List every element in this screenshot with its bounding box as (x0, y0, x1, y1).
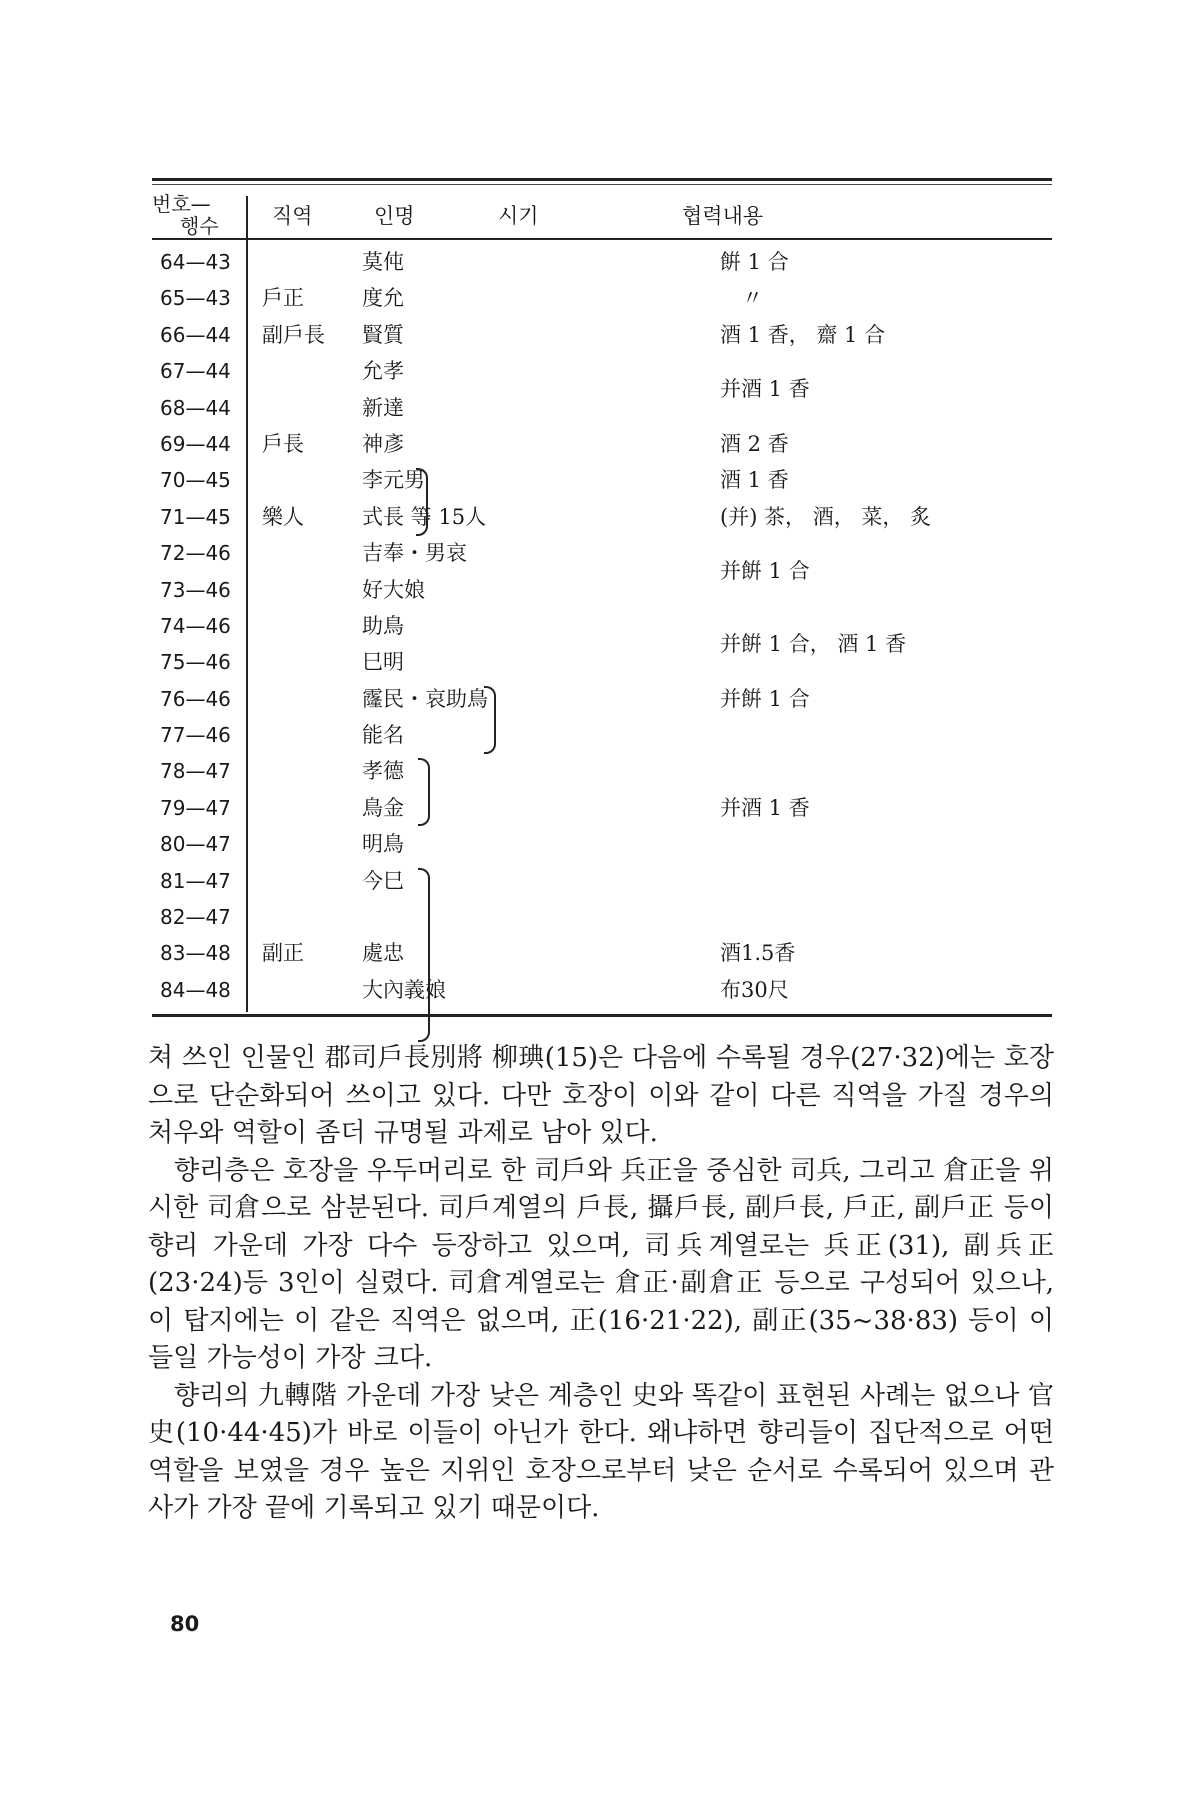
row-number: 79—47 (160, 795, 231, 820)
row-position: 副正 (262, 941, 304, 966)
table-top-rule-thin (152, 184, 1052, 185)
page-number: 80 (170, 1612, 200, 1636)
table-row (152, 426, 1052, 462)
row-name: 鳥金 (362, 795, 404, 820)
header-line-count: 행수 (180, 214, 219, 238)
paragraph-2: 향리층은 호장을 우두머리로 한 司戶와 兵正을 중심한 司兵, 그리고 倉正을 위시한 司倉으로 삼분된다. 司戶계열의 戶長, 攝戶長, 副戶長, 戶正, 副戶正 등이 향리 가운데 가장 다수 등장하고 있으며, 司兵계열로는 兵正(31), 副兵正(23·24)등 3인이 실렸다. 司倉계열로는 倉正·副倉正 등으로 구성되어 있으나, 이 탑지에는 이 같은 직역은 없으며, 正(16·21·22), 副正(35~38·83) 등이 이들일 가능성이 가장 크다. (148, 1155, 1054, 1373)
row-contribution: 酒 1 香， 齋 1 合 (720, 322, 886, 347)
row-position: 樂人 (262, 504, 304, 529)
body-text (148, 1040, 1054, 1528)
row-name: 孝德 (362, 759, 404, 784)
row-contribution: 餠 1 合 (720, 250, 789, 274)
row-name: 李元男 (362, 468, 425, 493)
table-row (152, 317, 1052, 353)
row-name: 式長 等 15人 (362, 504, 487, 529)
row-name: 明鳥 (362, 832, 404, 857)
table-row (152, 608, 1052, 656)
row-number: 81—47 (160, 868, 231, 893)
table-row (152, 826, 1052, 862)
brace-74-75 (418, 758, 430, 826)
row-contribution: 布30尺 (720, 977, 789, 1002)
table-top-rule (152, 178, 1052, 181)
group-contribution: 并酒 1 香 (720, 377, 810, 402)
paragraph-3: 향리의 九轉階 가운데 가장 낮은 계층인 史와 똑같이 표현된 사례는 없으나 官史(10·44·45)가 바로 이들이 아닌가 한다. 왜냐하면 향리들이 집단적으로 어떤 역할을 보였을 경우 높은 지위인 호장으로부터 낮은 순서로 수록되어 있으며 관사가 가장 끝에 기록되고 있기 때문이다. (148, 1380, 1054, 1523)
row-contribution: 并餠 1 合 (720, 686, 810, 711)
table-row (152, 499, 1052, 535)
row-number: 84—48 (160, 977, 231, 1002)
header-contribution: 협력내용 (682, 204, 764, 228)
row-name: 新達 (362, 395, 404, 420)
header-number: 번호— (152, 192, 211, 216)
row-position: 副戶長 (262, 322, 325, 347)
table-row (152, 863, 1052, 899)
group-contribution: 并餠 1 合 (720, 559, 810, 584)
row-position: 戶長 (262, 431, 304, 456)
row-number: 73—46 (160, 577, 231, 602)
row-name: 處忠 (362, 941, 404, 966)
table-header-rule (152, 238, 1052, 240)
row-number: 80—47 (160, 832, 231, 857)
brace-72-73 (484, 686, 496, 754)
row-position: 戶正 (262, 286, 304, 311)
row-contribution: 〃 (742, 286, 763, 311)
row-name: 巳明 (362, 650, 404, 675)
table-row (152, 572, 1052, 608)
row-number: 64—43 (160, 250, 231, 274)
row-name: 大內義娘 (362, 977, 446, 1002)
row-number: 65—43 (160, 286, 231, 311)
table-body (152, 244, 1052, 1008)
table-row (152, 753, 1052, 789)
row-contribution: (并) 茶， 酒， 菜， 炙 (720, 504, 932, 529)
row-number: 68—44 (160, 395, 231, 420)
row-number: 78—47 (160, 759, 231, 784)
row-number: 70—45 (160, 468, 231, 493)
group-contribution: 并餠 1 合， 酒 1 香 (720, 631, 907, 656)
header-position: 직역 (272, 204, 313, 228)
header-time: 시기 (498, 204, 539, 228)
row-number: 69—44 (160, 431, 231, 456)
row-number: 82—47 (160, 905, 231, 930)
row-name: 霳民・哀助鳥 (362, 686, 488, 711)
table-row (152, 462, 1052, 498)
row-number: 75—46 (160, 650, 231, 675)
table-row (152, 899, 1052, 935)
row-number: 67—44 (160, 359, 231, 384)
row-name: 今巳 (362, 868, 404, 893)
paragraph-1: 쳐 쓰인 인물인 郡司戶長別將 柳琠(15)은 다음에 수록될 경우(27·32)에는 호장으로 단순화되어 쓰이고 있다. 다만 호장이 이와 같이 다른 직역을 가질 경우의 처우와 역할이 좀더 규명될 과제로 남아 있다. (148, 1043, 1054, 1148)
table-row (152, 790, 1052, 826)
row-name: 允孝 (362, 359, 404, 384)
row-number: 83—48 (160, 941, 231, 966)
header-name: 인명 (374, 204, 415, 228)
table-row (152, 244, 1052, 280)
table-row (152, 717, 1052, 753)
row-name: 神彥 (362, 431, 404, 456)
row-number: 72—46 (160, 541, 231, 566)
row-contribution: 酒 1 香 (720, 468, 789, 493)
group-contribution: 并酒 1 香 (720, 795, 810, 820)
row-name: 好大娘 (362, 577, 425, 602)
row-name: 度允 (362, 286, 404, 311)
table-bottom-rule (152, 1014, 1052, 1017)
row-contribution: 酒1.5香 (720, 941, 796, 966)
row-name: 吉奉・男哀 (362, 541, 467, 566)
row-number: 76—46 (160, 686, 231, 711)
table-row (152, 353, 1052, 402)
table-row (152, 535, 1052, 584)
row-name: 助鳥 (362, 613, 404, 638)
row-number: 66—44 (160, 322, 231, 347)
row-number: 74—46 (160, 613, 231, 638)
table-row (152, 390, 1052, 426)
table-row (152, 935, 1052, 971)
row-number: 71—45 (160, 504, 231, 529)
row-number: 77—46 (160, 723, 231, 748)
table-row (152, 972, 1052, 1008)
row-contribution: 酒 2 香 (720, 431, 789, 456)
row-name: 賢質 (362, 322, 404, 347)
table-row (152, 681, 1052, 717)
row-name: 能名 (362, 723, 404, 748)
table-row (152, 280, 1052, 316)
row-name: 莫伅 (362, 250, 404, 274)
brace-67-68 (416, 468, 428, 536)
table-row (152, 644, 1052, 680)
